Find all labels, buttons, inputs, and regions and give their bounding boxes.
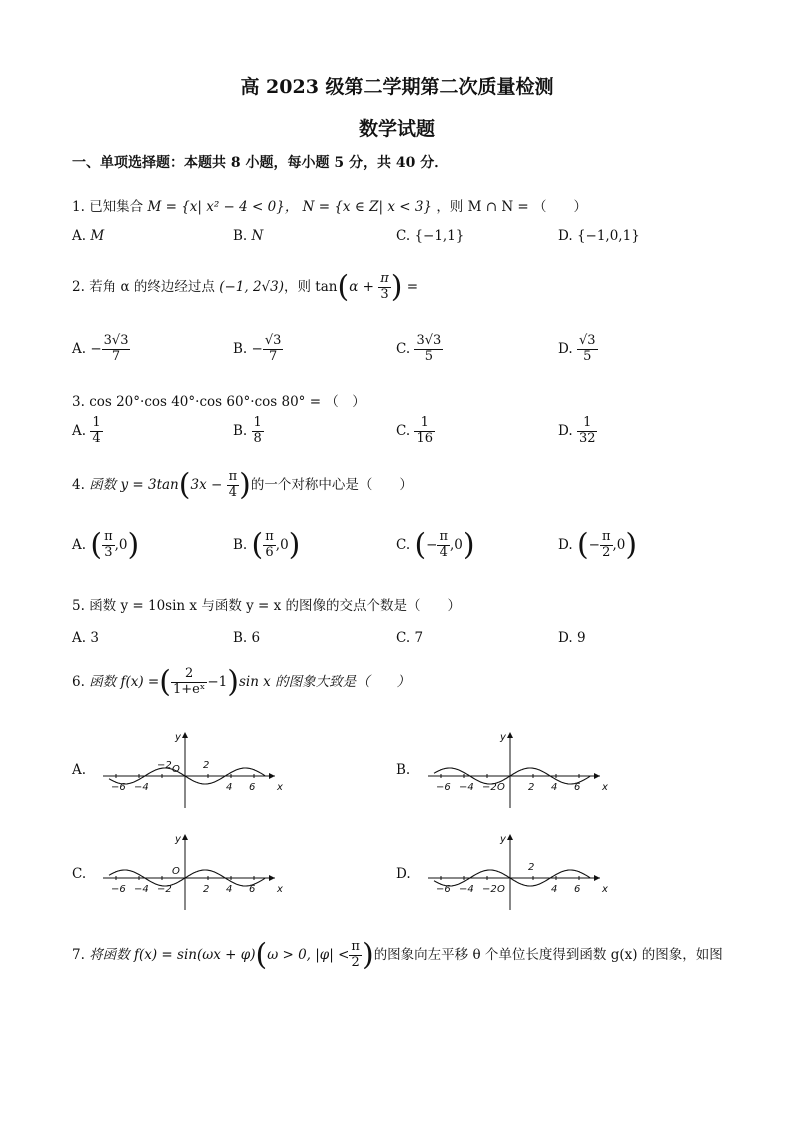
y-axis-label: y xyxy=(500,732,506,743)
tick-label: 2 xyxy=(203,760,210,771)
graph-c[interactable] xyxy=(95,830,285,912)
q3-option-a[interactable]: A. $\frac{1}{4}$ xyxy=(72,415,101,446)
q6-option-d-label[interactable]: D. xyxy=(396,866,411,882)
q3-option-b[interactable]: B. $\frac{1}{8}$ xyxy=(233,415,262,446)
q2-option-d[interactable]: D. $\frac{√3}{5}$ xyxy=(558,333,596,364)
tick-label: 4 xyxy=(551,782,558,793)
q5-option-b[interactable]: B. 6 xyxy=(233,630,261,646)
tick-label: 6 xyxy=(249,782,256,793)
y-axis-arrow xyxy=(182,834,188,840)
question-number: 1. xyxy=(72,199,85,215)
q1-option-a[interactable]: A. M xyxy=(72,228,105,244)
question-1 xyxy=(72,195,587,215)
tick-label: −4 xyxy=(134,782,149,793)
y-axis-label: y xyxy=(175,834,181,845)
y-axis-arrow xyxy=(182,732,188,738)
x-axis-label: x xyxy=(602,782,608,793)
tick-label: −2 xyxy=(482,884,497,895)
tick-label: −6 xyxy=(111,884,126,895)
tick-label: 4 xyxy=(226,782,233,793)
set-m: M = {x| x² − 4 < 0}， xyxy=(147,199,299,215)
q5-option-a[interactable]: A. 3 xyxy=(72,630,99,646)
q4-option-c[interactable]: C. (− $\frac{\pi}{4}$ ,0) xyxy=(396,527,475,563)
set-n: N = {x ∈ Z| x < 3} xyxy=(302,199,433,215)
tick-label: −4 xyxy=(459,782,474,793)
page-title: 高 2023 级第二学期第二次质量检测 xyxy=(240,76,554,98)
q2-option-b[interactable]: B. − $\frac{√3}{7}$ xyxy=(233,333,282,364)
q3-option-c[interactable]: C. $\frac{1}{16}$ xyxy=(396,415,433,446)
x-axis-label: x xyxy=(277,782,283,793)
tick-label: −6 xyxy=(436,782,451,793)
tick-label: 4 xyxy=(551,884,558,895)
tick-label: 6 xyxy=(574,884,581,895)
q4-option-a[interactable]: A. ( $\frac{\pi}{3}$ ,0) xyxy=(72,527,140,563)
q5-option-d[interactable]: D. 9 xyxy=(558,630,586,646)
section-heading: 一、单项选择题：本题共 8 小题，每小题 5 分，共 40 分． xyxy=(72,155,449,171)
q4-option-d[interactable]: D. (− $\frac{\pi}{2}$ ,0) xyxy=(558,527,638,563)
y-axis-arrow xyxy=(507,732,513,738)
question-2: 2. 若角 α 的终边经过点 (−1, 2√3)，则 tan(α + $\frac{\pi}{3}$ ) = xyxy=(72,269,419,305)
tick-label: 4 xyxy=(226,884,233,895)
tick-label: −2 xyxy=(157,884,172,895)
origin-label: O xyxy=(172,866,180,877)
tick-label: 2 xyxy=(203,884,210,895)
y-axis-arrow xyxy=(507,834,513,840)
tick-label: −2 xyxy=(482,782,497,793)
y-axis-label: y xyxy=(175,732,181,743)
question-suffix: ，则 M ∩ N = （ ） xyxy=(436,199,588,215)
q2-option-c[interactable]: C. $\frac{3√3}{5}$ xyxy=(396,333,442,364)
question-4: 4. 函数 y = 3tan(3x − $\frac{\pi}{4}$ )的一个对称中心是（ ） xyxy=(72,467,413,503)
x-axis-arrow xyxy=(269,875,275,881)
page-subtitle: 数学试题 xyxy=(358,118,435,140)
q3-option-d[interactable]: D. $\frac{1}{32}$ xyxy=(558,415,596,446)
origin-label: O xyxy=(497,884,505,895)
tick-label: 2 xyxy=(528,782,535,793)
x-axis-arrow xyxy=(594,773,600,779)
question-5: 5. 函数 y = 10sin x 与函数 y = x 的图像的交点个数是（ ） xyxy=(72,598,462,614)
q1-option-b[interactable]: B. N xyxy=(233,228,264,244)
question-3: 3. cos 20°·cos 40°·cos 60°·cos 80° = （ ） xyxy=(72,394,366,410)
tick-label: −4 xyxy=(459,884,474,895)
graph-d[interactable] xyxy=(420,830,610,912)
tick-label: −6 xyxy=(111,782,126,793)
tick-label: 2 xyxy=(528,862,535,873)
tick-label: −2 xyxy=(157,760,172,771)
q6-option-c-label[interactable]: C. xyxy=(72,866,87,882)
tick-label: −4 xyxy=(134,884,149,895)
origin-label: O xyxy=(497,782,505,793)
x-axis-label: x xyxy=(277,884,283,895)
q6-option-a-label[interactable]: A. xyxy=(72,762,87,778)
question-6: 6. 函数 f(x) =( $\frac{2}{\text{1+eˣ}}$ −1)sin x 的图象大致是（ ） xyxy=(72,664,411,700)
origin-label: O xyxy=(172,764,180,775)
tick-label: −6 xyxy=(436,884,451,895)
graph-a[interactable] xyxy=(95,728,285,810)
point: (−1, 2√3) xyxy=(219,278,284,295)
question-7: 7. 将函数 f(x) = sin(ωx + φ)(ω > 0, |φ| < $\frac{\pi}{2}$ )的图象向左平移 θ 个单位长度得到函数 g(x) 的图象，如图 xyxy=(72,937,723,973)
q1-option-d[interactable]: D. {−1,0,1} xyxy=(558,228,640,244)
tick-label: 6 xyxy=(249,884,256,895)
q5-option-c[interactable]: C. 7 xyxy=(396,630,424,646)
question-prefix: 已知集合 xyxy=(89,199,144,215)
x-axis-arrow xyxy=(269,773,275,779)
y-axis-label: y xyxy=(500,834,506,845)
x-axis-label: x xyxy=(602,884,608,895)
q2-option-a[interactable]: A. − $\frac{3√3}{7}$ xyxy=(72,333,129,364)
q4-option-b[interactable]: B. ( $\frac{\pi}{6}$ ,0) xyxy=(233,527,301,563)
x-axis-arrow xyxy=(594,875,600,881)
tick-label: 6 xyxy=(574,782,581,793)
q1-option-c[interactable]: C. {−1,1} xyxy=(396,228,465,244)
q6-option-b-label[interactable]: B. xyxy=(396,762,411,778)
graph-b[interactable] xyxy=(420,728,610,810)
